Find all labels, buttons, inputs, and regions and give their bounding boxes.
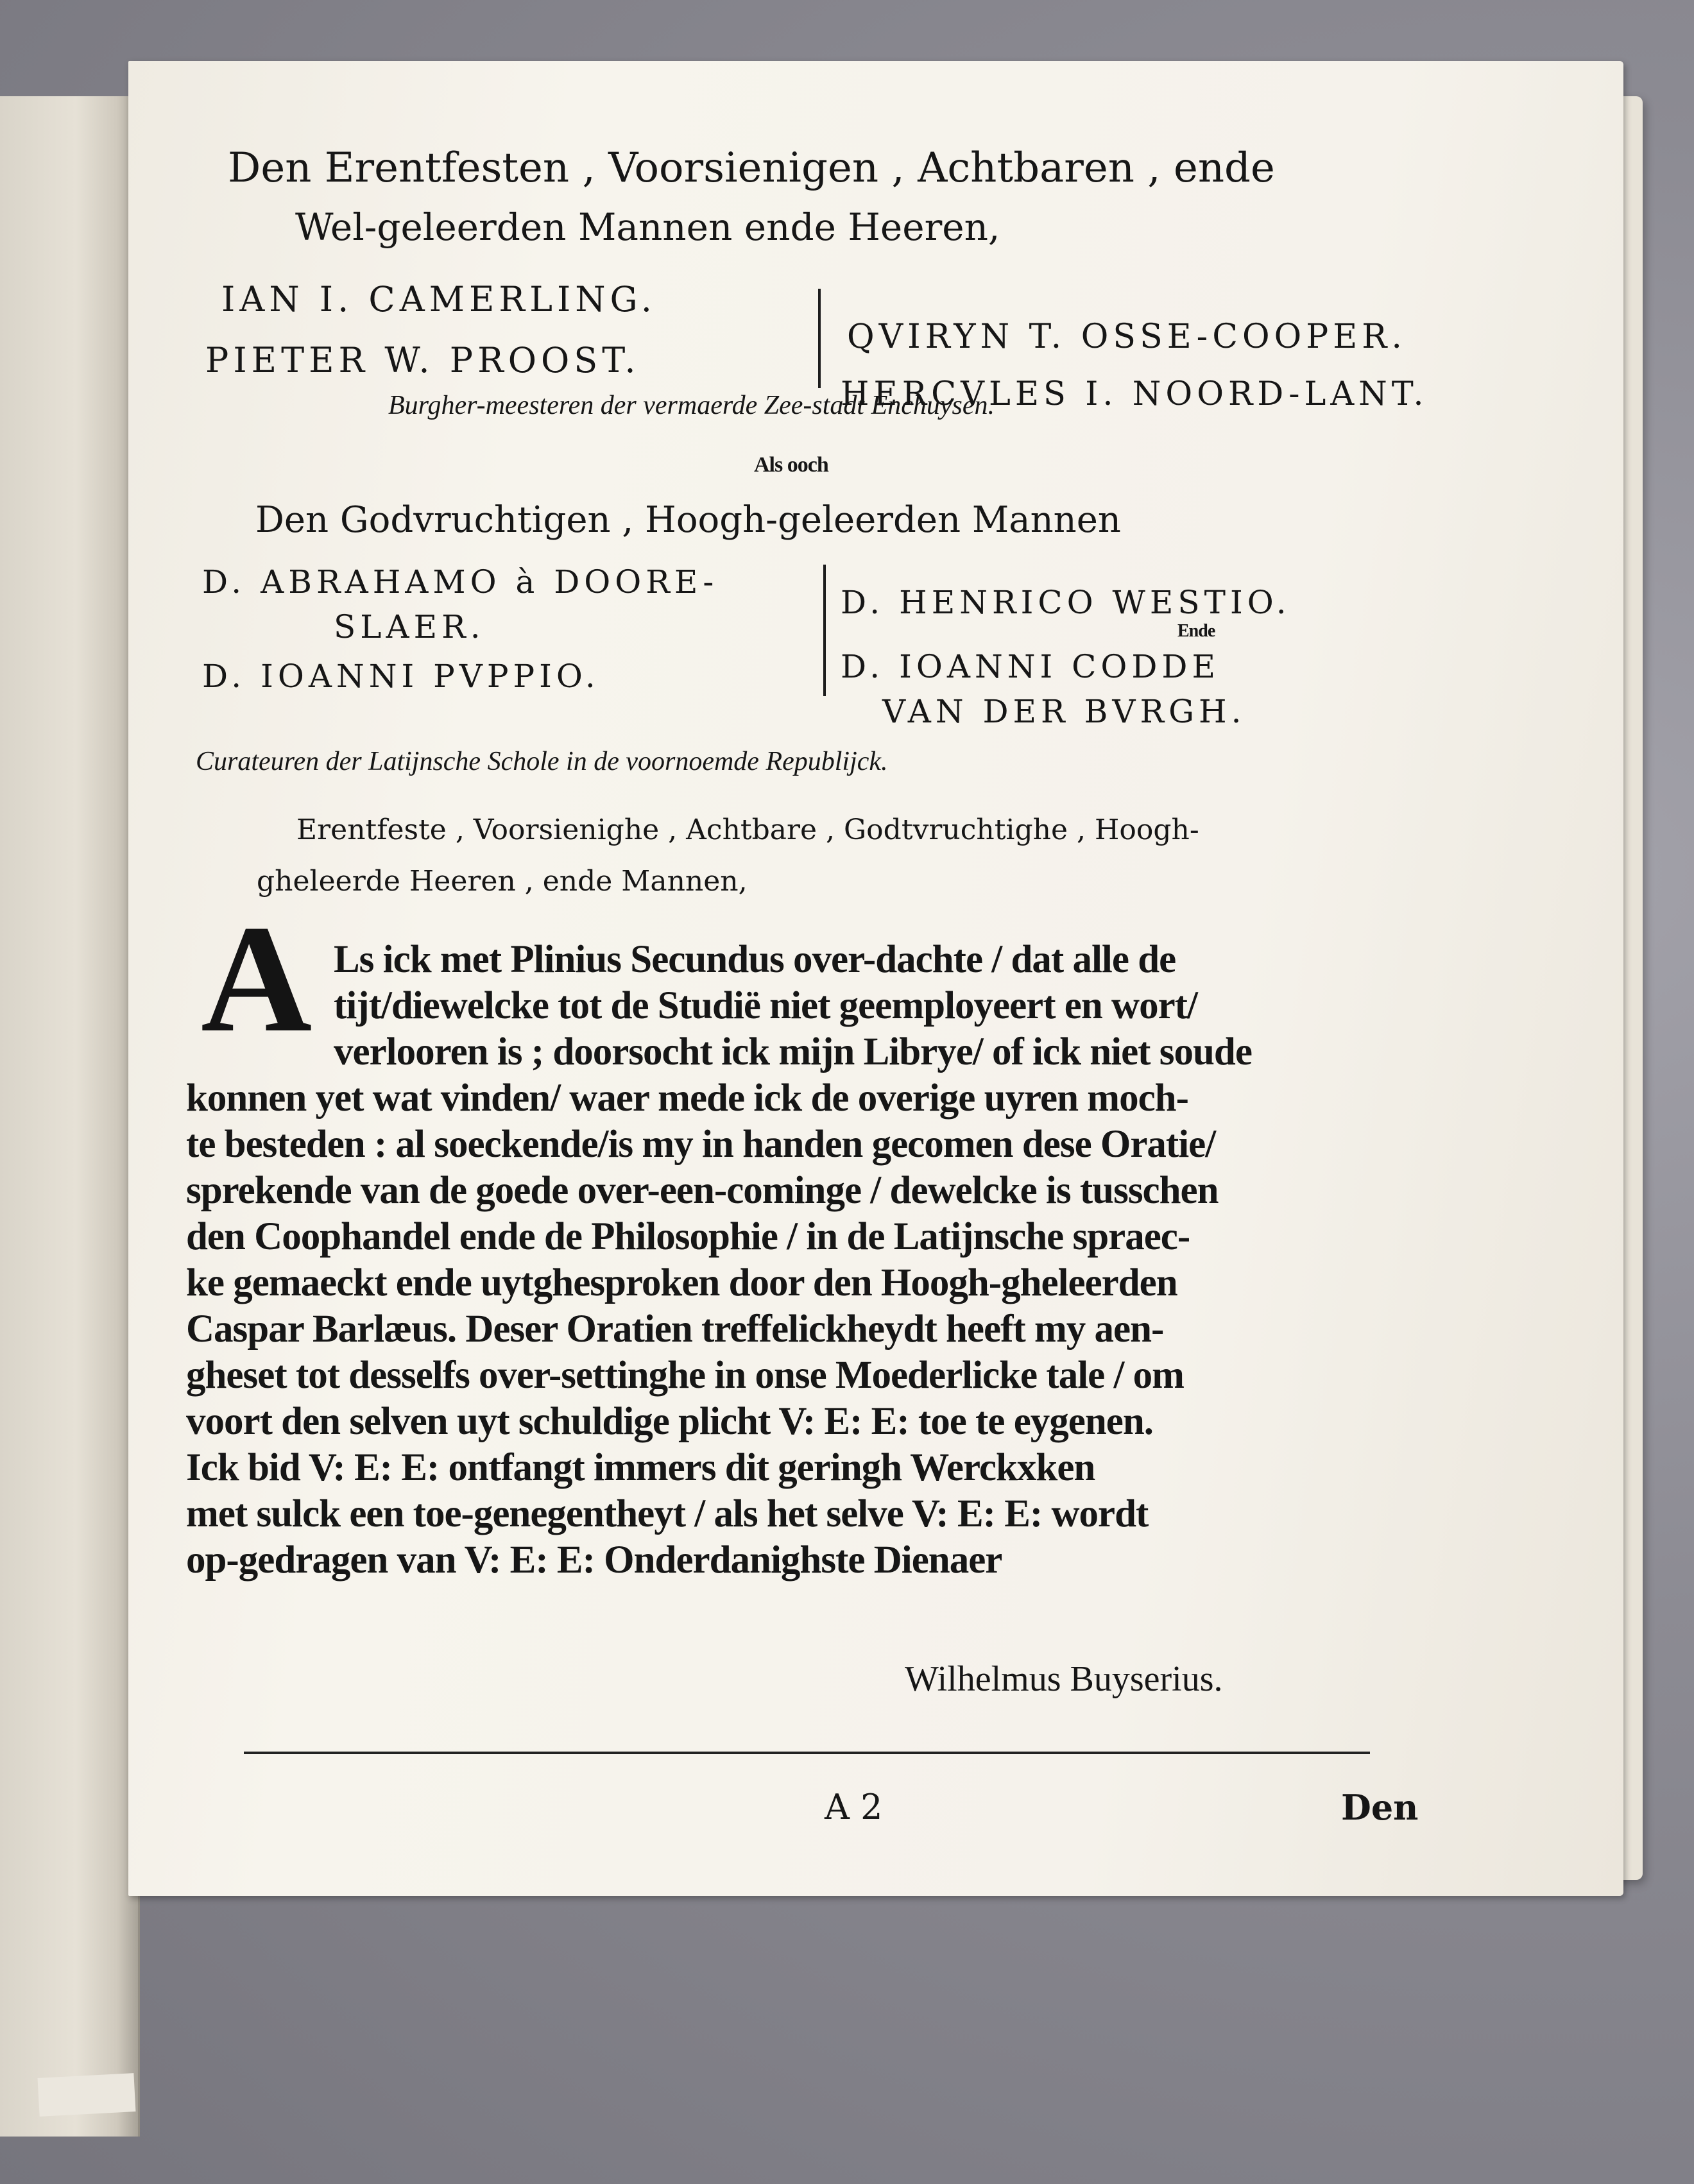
- burgomaster-name: HERCVLES I. NOORD-LANT.: [841, 375, 1428, 413]
- body-line: te besteden : al soeckende/is my in handen gecomen dese Oratie/: [186, 1123, 1216, 1166]
- footer-rule: [244, 1752, 1370, 1754]
- body-line: Ick bid V: E: E: ontfangt immers dit geringh Werckxken: [186, 1446, 1095, 1489]
- body-line: Caspar Barlæus. Deser Oratien treffelickheydt heeft my aen-: [186, 1308, 1164, 1351]
- ende-label: Ende: [1177, 621, 1215, 641]
- dedication-title-line1: Den Erentfesten , Voorsienigen , Achtbaren , ende: [228, 144, 1275, 192]
- salutation-line1: Erentfeste , Voorsienighe , Achtbare , Godtvruchtighe , Hoogh-: [296, 814, 1199, 846]
- body-line: sprekende van de goede over-een-cominge / dewelcke is tusschen: [186, 1169, 1219, 1212]
- curator-name: D. IOANNI CODDE: [841, 648, 1220, 685]
- signature: Wilhelmus Buyserius.: [905, 1659, 1223, 1699]
- als-ook-label: Als ooch: [754, 453, 828, 477]
- body-line: op-gedragen van V: E: E: Onderdanighste Dienaer: [186, 1539, 1002, 1582]
- signature-mark: A 2: [825, 1787, 883, 1827]
- body-line: verlooren is ; doorsocht ick mijn Librye/ of ick niet soude: [334, 1030, 1252, 1073]
- burgomaster-name: PIETER W. PROOST.: [205, 340, 640, 380]
- body-line: tijt/diewelcke tot de Studië niet geemployeert en wort/: [334, 984, 1197, 1027]
- body-line: voort den selven uyt schuldige plicht V: E: E: toe te eygenen.: [186, 1400, 1154, 1443]
- column-divider: [818, 289, 821, 388]
- curator-name: VAN DER BVRGH.: [882, 693, 1246, 730]
- body-line: gheset tot desselfs over-settinghe in onse Moederlicke tale / om: [186, 1354, 1184, 1397]
- curator-name: D. ABRAHAMO à DOORE-: [202, 563, 719, 601]
- curator-name: D. HENRICO WESTIO.: [841, 584, 1291, 621]
- column-divider: [823, 565, 826, 696]
- burgomasters-caption: Burgher-meesteren der vermaerde Zee-stadt Enchuysen.: [388, 391, 995, 420]
- body-line: met sulck een toe-genegentheyt / als het selve V: E: E: wordt: [186, 1492, 1149, 1535]
- curators-caption: Curateuren der Latijnsche Schole in de voornoemde Republijck.: [196, 747, 888, 776]
- second-heading: Den Godvruchtigen , Hoogh-geleerden Mannen: [255, 499, 1121, 541]
- curator-name: SLAER.: [334, 608, 485, 645]
- curator-name: D. IOANNI PVPPIO.: [202, 658, 600, 695]
- dedication-title-line2: Wel-geleerden Mannen ende Heeren,: [295, 205, 1000, 249]
- body-line: konnen yet wat vinden/ waer mede ick de overige uyren moch-: [186, 1077, 1188, 1120]
- body-line: den Coophandel ende de Philosophie / in de Latijnsche spraec-: [186, 1215, 1190, 1258]
- body-line: Ls ick met Plinius Secundus over-dachte / dat alle de: [334, 938, 1176, 981]
- catchword: Den: [1341, 1787, 1419, 1828]
- previous-page-corner: [38, 2073, 136, 2117]
- salutation-line2: gheleerde Heeren , ende Mannen,: [257, 865, 748, 898]
- drop-cap-initial: A: [201, 893, 312, 1064]
- burgomaster-name: QVIRYN T. OSSE-COOPER.: [847, 318, 1407, 356]
- body-line: ke gemaeckt ende uytghesproken door den Hoogh-gheleerden: [186, 1261, 1177, 1304]
- previous-page-edge: [0, 96, 140, 2137]
- burgomaster-name: IAN I. CAMERLING.: [221, 279, 656, 320]
